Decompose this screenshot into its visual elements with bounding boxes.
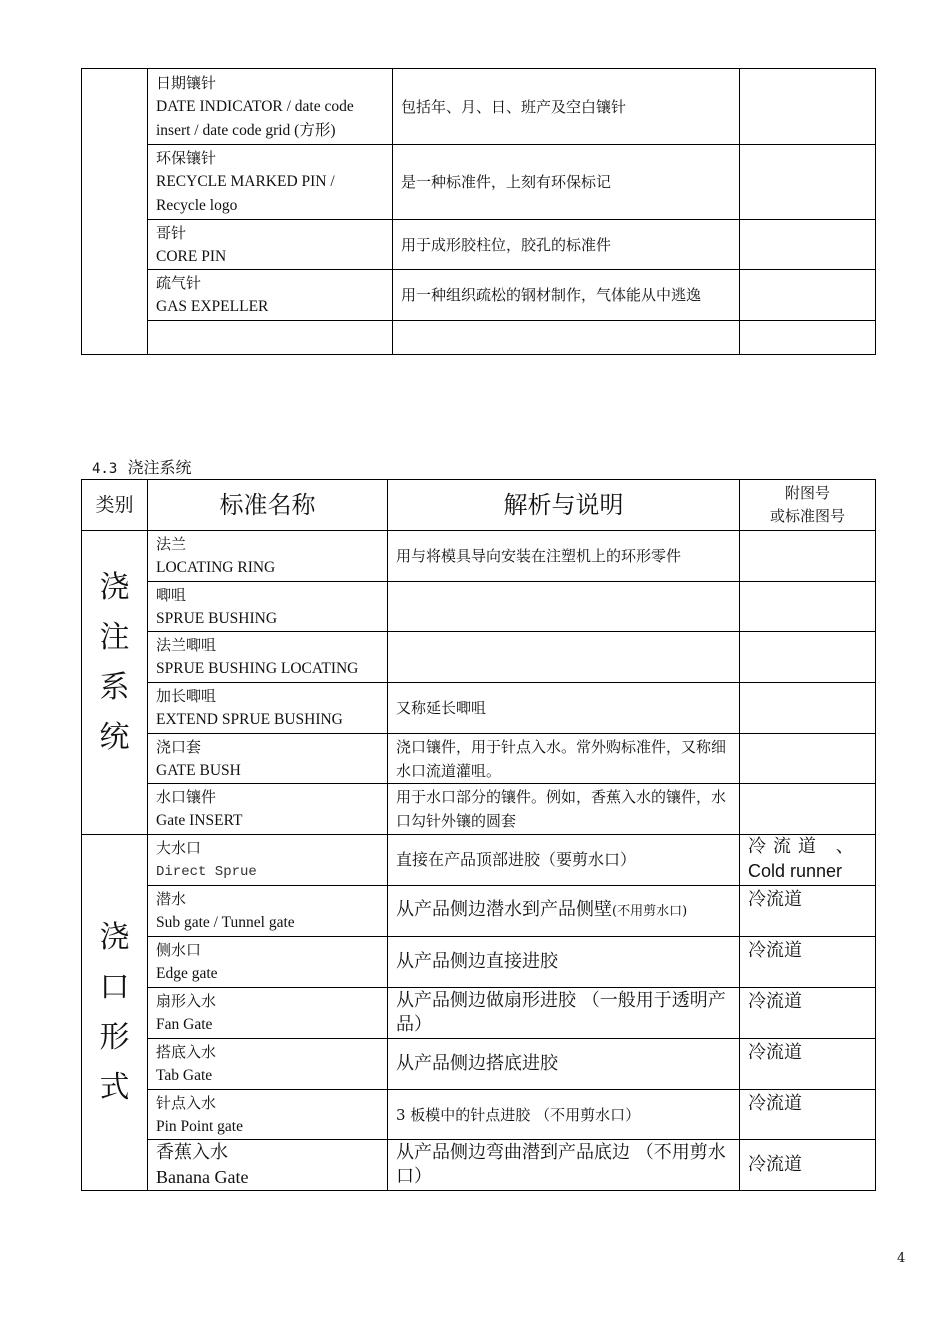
category-char: 口 xyxy=(99,969,130,1005)
reference-cell xyxy=(740,835,876,886)
name-cn: 香蕉入水 xyxy=(156,1142,228,1163)
name-cn: 法兰 xyxy=(156,535,187,553)
name-cell xyxy=(148,835,388,886)
table-row xyxy=(82,220,876,270)
name-cell xyxy=(148,270,393,321)
reference-cell xyxy=(740,145,876,220)
description-text: 从产品侧边潜水到产品侧壁 xyxy=(396,899,612,920)
description-cell: 用于成形胶柱位，胶孔的标准件 xyxy=(393,220,740,270)
description-cell: 浇口镶件，用于针点入水。常外购标准件，又称细水口流道灌咀。 xyxy=(388,734,740,784)
category-char: 系 xyxy=(99,669,130,705)
header-name: 标准名称 xyxy=(148,480,388,531)
header-reference xyxy=(740,480,876,531)
page-number: 4 xyxy=(897,1251,906,1266)
table-row xyxy=(82,531,876,582)
name-en: CORE PIN xyxy=(156,247,227,265)
table-row xyxy=(82,270,876,321)
name-cell xyxy=(148,321,393,355)
name-en: Sub gate / Tunnel gate xyxy=(156,914,295,931)
table-row xyxy=(82,835,876,886)
reference-cn: 冷流道 、 xyxy=(748,836,861,857)
name-en: SPRUE BUSHING xyxy=(156,609,278,627)
reference-cell xyxy=(740,734,876,784)
name-en: DATE INDICATOR / date code insert / date code grid (方形) xyxy=(156,97,354,139)
reference-cell xyxy=(740,582,876,632)
description-cell: 又称延长唧咀 xyxy=(388,683,740,734)
name-cn: 日期镶针 xyxy=(156,73,217,92)
description-cell: 包括年、月、日、班产及空白镶针 xyxy=(393,69,740,145)
description-cell xyxy=(388,632,740,683)
description-cell xyxy=(393,321,740,355)
name-cell xyxy=(148,683,388,734)
table-row xyxy=(82,937,876,988)
name-en: Fan Gate xyxy=(156,1016,213,1033)
table-row xyxy=(82,321,876,355)
name-cell xyxy=(148,632,388,683)
table-row xyxy=(82,988,876,1039)
header-reference-line1: 附图号 xyxy=(784,484,830,502)
name-cn: 浇口套 xyxy=(156,737,202,756)
description-cell: 从产品侧边弯曲潜到产品底边 （不用剪水口） xyxy=(388,1140,740,1191)
reference-cell xyxy=(740,270,876,321)
category-gate-types xyxy=(82,835,148,1191)
name-cell xyxy=(148,1140,388,1191)
reference-en: Cold runner xyxy=(748,861,843,881)
name-cell xyxy=(148,988,388,1039)
reference-cell: 冷流道 xyxy=(740,1039,876,1090)
reference-cell xyxy=(740,321,876,355)
name-en: Pin Point gate xyxy=(156,1117,243,1135)
table-row xyxy=(82,683,876,734)
category-char: 式 xyxy=(99,1069,130,1105)
header-description: 解析与说明 xyxy=(388,480,740,531)
reference-cell: 冷流道 xyxy=(740,886,876,937)
description-note: (不用剪水口) xyxy=(612,904,688,919)
name-cn: 侧水口 xyxy=(156,941,202,959)
description-cell: 用一种组织疏松的钢材制作，气体能从中逃逸 xyxy=(393,270,740,321)
category-cell-empty xyxy=(82,69,148,355)
table-row xyxy=(82,145,876,220)
name-cn: 搭底入水 xyxy=(156,1043,217,1061)
header-row xyxy=(82,480,876,531)
category-label xyxy=(82,563,147,763)
main-table xyxy=(81,479,876,1191)
name-cell xyxy=(148,937,388,988)
name-cell xyxy=(148,734,388,784)
reference-cell xyxy=(740,683,876,734)
table-row xyxy=(82,1039,876,1090)
name-en: Gate INSERT xyxy=(156,812,243,829)
name-en: GAS EXPELLER xyxy=(156,298,269,315)
name-cn: 唧咀 xyxy=(156,585,187,604)
name-cn: 大水口 xyxy=(156,839,202,857)
name-cell xyxy=(148,531,388,582)
section-number: 4.3 xyxy=(92,461,118,477)
reference-cell: 冷流道 xyxy=(740,988,876,1039)
name-cn: 扇形入水 xyxy=(156,992,217,1010)
category-char: 浇 xyxy=(99,919,130,955)
table-row xyxy=(82,582,876,632)
reference-cell xyxy=(740,632,876,683)
name-cell xyxy=(148,1090,388,1140)
header-reference-line2: 或标准图号 xyxy=(769,507,845,525)
category-char: 统 xyxy=(99,719,130,755)
description-cell: 用于水口部分的镶件。例如，香蕉入水的镶件，水口勾针外镶的圆套 xyxy=(388,784,740,835)
description-cell: 用与将模具导向安装在注塑机上的环形零件 xyxy=(388,531,740,582)
name-cell xyxy=(148,784,388,835)
category-char: 注 xyxy=(99,619,130,655)
name-en: SPRUE BUSHING LOCATING xyxy=(156,660,359,677)
name-cn: 环保镶针 xyxy=(156,149,217,167)
table-row xyxy=(82,69,876,145)
reference-cell xyxy=(740,69,876,145)
category-gating-system xyxy=(82,531,148,835)
table-row xyxy=(82,734,876,784)
name-cell xyxy=(148,69,393,145)
name-cn: 潜水 xyxy=(156,890,187,908)
category-label xyxy=(82,913,147,1113)
name-cell xyxy=(148,145,393,220)
name-cn: 针点入水 xyxy=(156,1093,217,1112)
name-en: EXTEND SPRUE BUSHING xyxy=(156,711,343,728)
name-cell xyxy=(148,582,388,632)
name-cn: 水口镶件 xyxy=(156,788,217,806)
table-row xyxy=(82,1090,876,1140)
table-row xyxy=(82,1140,876,1191)
section-title: 浇注系统 xyxy=(127,458,192,477)
reference-cell xyxy=(740,531,876,582)
table-row xyxy=(82,632,876,683)
name-cn: 加长唧咀 xyxy=(156,687,217,705)
name-en: Tab Gate xyxy=(156,1067,213,1084)
top-table xyxy=(81,68,876,355)
category-char: 浇 xyxy=(99,569,130,605)
reference-cell xyxy=(740,220,876,270)
name-en: Banana Gate xyxy=(156,1167,249,1187)
category-char: 形 xyxy=(99,1019,130,1055)
reference-cell: 冷流道 xyxy=(740,1090,876,1140)
name-cn: 疏气针 xyxy=(156,274,202,292)
description-cell: 从产品侧边做扇形进胶 （一般用于透明产品） xyxy=(388,988,740,1039)
description-cell: 3 板模中的针点进胶 （不用剪水口） xyxy=(388,1090,740,1140)
name-en: LOCATING RING xyxy=(156,559,276,576)
name-cell xyxy=(148,220,393,270)
name-cn: 法兰唧咀 xyxy=(156,636,217,654)
name-en: RECYCLE MARKED PIN / Recycle logo xyxy=(156,173,335,214)
reference-cell: 冷流道 xyxy=(740,1140,876,1191)
name-cn: 哥针 xyxy=(156,223,187,242)
description-cell: 从产品侧边直接进胶 xyxy=(388,937,740,988)
description-cell: 是一种标准件，上刻有环保标记 xyxy=(393,145,740,220)
description-cell: 从产品侧边搭底进胶 xyxy=(388,1039,740,1090)
description-cell xyxy=(388,582,740,632)
name-en: Direct Sprue xyxy=(156,864,257,880)
name-cell xyxy=(148,886,388,937)
description-cell: 直接在产品顶部进胶（要剪水口） xyxy=(388,835,740,886)
reference-cell xyxy=(740,784,876,835)
header-category: 类别 xyxy=(82,480,148,531)
table-row xyxy=(82,886,876,937)
section-heading xyxy=(92,455,191,478)
name-cell xyxy=(148,1039,388,1090)
table-row xyxy=(82,784,876,835)
name-en: Edge gate xyxy=(156,965,218,982)
description-cell xyxy=(388,886,740,937)
name-en: GATE BUSH xyxy=(156,761,241,779)
reference-cell: 冷流道 xyxy=(740,937,876,988)
